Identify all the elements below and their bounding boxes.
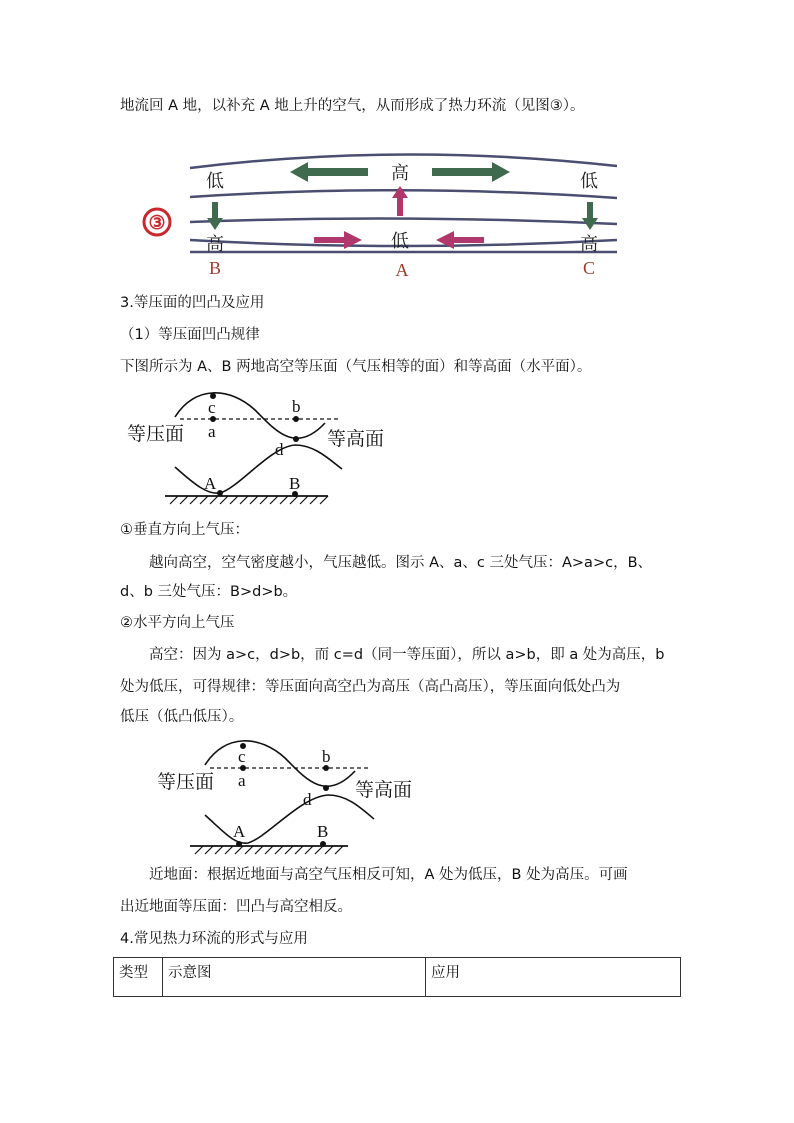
arrow-upper-left-icon [290, 162, 368, 182]
horizontal-para-1: 高空：因为 a>c，d>b，而 c=d（同一等压面），所以 a>b，即 a 处为高压，b [149, 647, 665, 663]
point-b-label: B [208, 258, 222, 278]
contour-label: 等高面 [327, 429, 385, 450]
circulation-table [113, 957, 681, 997]
horizontal-para-2: 处为低压，可得规律：等压面向高空凸为高压（高凸高压），等压面向低处凸为 [120, 679, 621, 695]
isobar-diagram-2 [150, 733, 430, 858]
point-b-upper: b [292, 397, 301, 416]
lower-center-label: 低 [391, 231, 409, 251]
point-c: c [208, 398, 216, 417]
horizontal-para-3: 低压（低凸低压）。 [120, 709, 244, 725]
point-B: B [289, 474, 301, 493]
near-ground-para-1: 近地面：根据近地面与高空气压相反可知，A 处为低压，B 处为高压。可画 [149, 867, 628, 883]
intro-text: 地流回 A 地，以补充 A 地上升的空气，从而形成了热力环流（见图③）。 [120, 98, 585, 114]
section3-subtitle: （1）等压面凹凸规律 [120, 327, 260, 343]
point-A: A [204, 474, 217, 493]
horizontal-title: ②水平方向上气压 [120, 615, 235, 631]
upper-center-label: 高 [391, 163, 409, 183]
vertical-title: ①垂直方向上气压： [120, 522, 249, 538]
lower-left-label: 高 [206, 234, 224, 254]
table-header-row [114, 958, 681, 997]
upper-right-label: 低 [580, 171, 598, 191]
table-header-diagram: 示意图 [163, 958, 426, 997]
upper-left-label: 低 [206, 171, 224, 191]
point-A: A [233, 822, 246, 841]
near-ground-para-2: 出近地面等压面：凹凸与高空相反。 [120, 899, 352, 915]
table-header-application: 应用 [426, 958, 681, 997]
thermal-circulation-figure [130, 140, 630, 282]
point-b-upper: b [322, 747, 331, 766]
lower-right-label: 高 [580, 234, 598, 254]
point-a-label: A [395, 260, 409, 280]
point-B: B [317, 822, 329, 841]
point-a-upper: a [208, 422, 216, 441]
figure-number-badge [144, 209, 170, 235]
figure-number: ③ [148, 213, 166, 234]
arrow-down-left-icon [207, 202, 223, 230]
section3-description: 下图所示为 A、B 两地高空等压面（气压相等的面）和等高面（水平面）。 [120, 359, 592, 375]
isobar-diagram-1 [120, 385, 400, 510]
section3-title: 3.等压面的凹凸及应用 [120, 295, 265, 311]
point-a-upper: a [238, 771, 246, 790]
point-c-label: C [582, 258, 596, 278]
arrow-upper-right-icon [432, 162, 510, 182]
vertical-para-1: 越向高空，空气密度越小，气压越低。图示 A、a、c 三处气压：A>a>c，B、 [149, 555, 653, 571]
table-header-type: 类型 [114, 958, 163, 997]
point-c: c [238, 747, 246, 766]
point-d: d [303, 790, 312, 809]
section4-title: 4.常见热力环流的形式与应用 [120, 931, 308, 947]
contour-label: 等高面 [355, 780, 413, 801]
point-d: d [275, 440, 284, 459]
isobar-label: 等压面 [127, 424, 185, 445]
vertical-para-2: d、b 三处气压：B>d>b。 [120, 584, 298, 600]
arrow-down-right-icon [582, 202, 598, 230]
isobar-label: 等压面 [157, 772, 215, 793]
